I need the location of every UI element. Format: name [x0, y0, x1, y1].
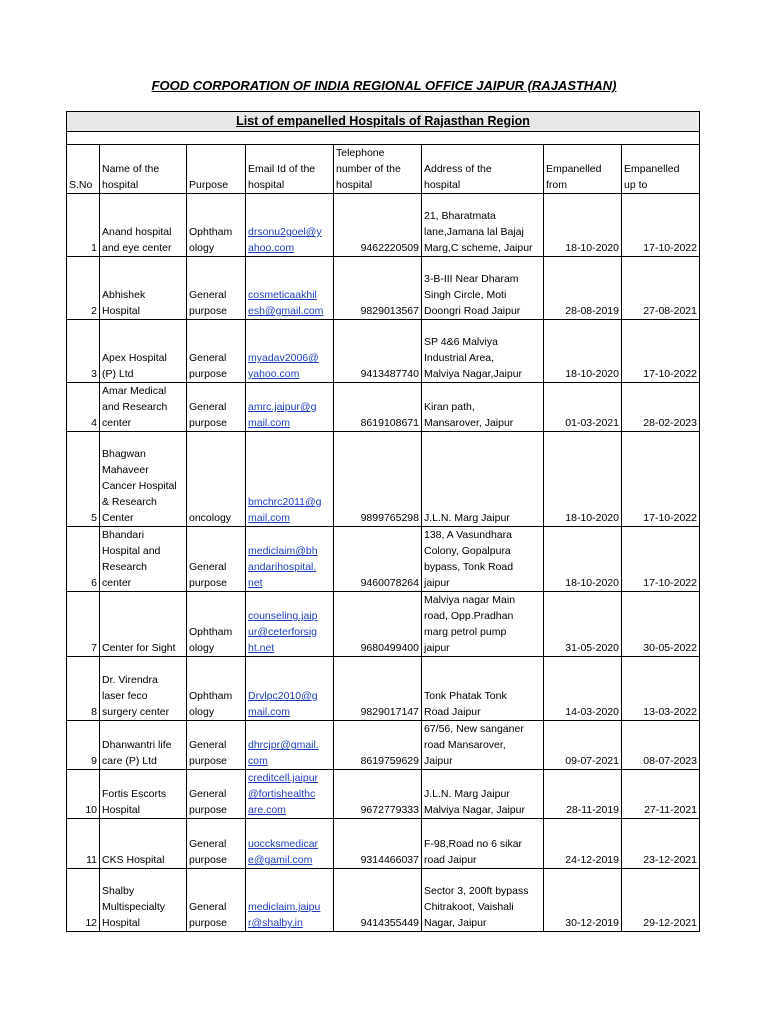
cell-address: 67/56, New sanganer road Mansarover, Jaipur	[422, 721, 544, 770]
cell-purpose: Ophtham ology	[187, 194, 246, 257]
header-purpose: Purpose	[187, 145, 246, 194]
list-title: List of empanelled Hospitals of Rajasthan Region	[67, 112, 700, 132]
header-name: Name of the hospital	[100, 145, 187, 194]
table-row	[67, 819, 700, 869]
cell-email[interactable]: myadav2006@ yahoo.com	[246, 320, 334, 383]
table-row	[67, 527, 700, 592]
cell-name: Center for Sight	[100, 592, 187, 657]
cell-email[interactable]: amrc.jaipur@g mail.com	[246, 383, 334, 432]
cell-address: Malviya nagar Main road, Opp.Pradhan marg petrol pump jaipur	[422, 592, 544, 657]
cell-from: 28-11-2019	[544, 770, 622, 819]
cell-from: 01-03-2021	[544, 383, 622, 432]
cell-email[interactable]: cosmeticaakhil esh@gmail.com	[246, 257, 334, 320]
cell-purpose: Ophtham ology	[187, 657, 246, 721]
cell-purpose: General purpose	[187, 383, 246, 432]
table-row	[67, 194, 700, 257]
cell-upto: 08-07-2023	[622, 721, 700, 770]
cell-address: Sector 3, 200ft bypass Chitrakoot, Vaishali Nagar, Jaipur	[422, 869, 544, 932]
table-row	[67, 721, 700, 770]
cell-from: 31-05-2020	[544, 592, 622, 657]
cell-purpose: General purpose	[187, 527, 246, 592]
cell-sno: 3	[67, 320, 100, 383]
cell-upto: 13-03-2022	[622, 657, 700, 721]
cell-email[interactable]: mediclaim@bh andarihospital. net	[246, 527, 334, 592]
cell-email[interactable]: uoccksmedicar e@gamil.com	[246, 819, 334, 869]
cell-from: 09-07-2021	[544, 721, 622, 770]
cell-from: 30-12-2019	[544, 869, 622, 932]
cell-name: Apex Hospital (P) Ltd	[100, 320, 187, 383]
table-row	[67, 320, 700, 383]
cell-upto: 23-12-2021	[622, 819, 700, 869]
cell-sno: 4	[67, 383, 100, 432]
cell-email[interactable]: bmchrc2011@g mail.com	[246, 432, 334, 527]
cell-upto: 27-08-2021	[622, 257, 700, 320]
blank-row	[67, 132, 700, 145]
cell-sno: 2	[67, 257, 100, 320]
cell-name: Dr. Virendra laser feco surgery center	[100, 657, 187, 721]
header-from: Empanelled from	[544, 145, 622, 194]
cell-phone: 9314466037	[334, 819, 422, 869]
cell-purpose: General purpose	[187, 819, 246, 869]
cell-purpose: General purpose	[187, 320, 246, 383]
header-sno: S.No	[67, 145, 100, 194]
title-row	[67, 112, 700, 132]
cell-phone: 9899765298	[334, 432, 422, 527]
cell-sno: 8	[67, 657, 100, 721]
cell-address: Tonk Phatak Tonk Road Jaipur	[422, 657, 544, 721]
cell-name: Amar Medical and Research center	[100, 383, 187, 432]
table-row	[67, 770, 700, 819]
cell-address: F-98,Road no 6 sikar road Jaipur	[422, 819, 544, 869]
cell-upto: 17-10-2022	[622, 194, 700, 257]
cell-address: 3-B-III Near Dharam Singh Circle, Moti Doongri Road Jaipur	[422, 257, 544, 320]
cell-purpose: General purpose	[187, 257, 246, 320]
header-address: Address of the hospital	[422, 145, 544, 194]
cell-from: 14-03-2020	[544, 657, 622, 721]
cell-from: 18-10-2020	[544, 432, 622, 527]
cell-sno: 12	[67, 869, 100, 932]
cell-sno: 6	[67, 527, 100, 592]
cell-phone: 9672779333	[334, 770, 422, 819]
cell-sno: 10	[67, 770, 100, 819]
cell-name: Bhagwan Mahaveer Cancer Hospital & Research Center	[100, 432, 187, 527]
cell-name: Dhanwantri life care (P) Ltd	[100, 721, 187, 770]
table-row	[67, 657, 700, 721]
cell-upto: 28-02-2023	[622, 383, 700, 432]
cell-purpose: General purpose	[187, 721, 246, 770]
table-row	[67, 432, 700, 527]
cell-from: 28-08-2019	[544, 257, 622, 320]
header-row	[67, 145, 700, 194]
cell-phone: 9413487740	[334, 320, 422, 383]
cell-phone: 8619108671	[334, 383, 422, 432]
cell-email[interactable]: counseling.jaip ur@ceterforsig ht.net	[246, 592, 334, 657]
cell-name: Bhandari Hospital and Research center	[100, 527, 187, 592]
cell-sno: 11	[67, 819, 100, 869]
cell-sno: 1	[67, 194, 100, 257]
cell-sno: 7	[67, 592, 100, 657]
header-email: Email Id of the hospital	[246, 145, 334, 194]
cell-from: 18-10-2020	[544, 527, 622, 592]
cell-name: Anand hospital and eye center	[100, 194, 187, 257]
cell-email[interactable]: Drvlpc2010@g mail.com	[246, 657, 334, 721]
cell-phone: 9829013567	[334, 257, 422, 320]
cell-sno: 9	[67, 721, 100, 770]
cell-address: SP 4&6 Malviya Industrial Area, Malviya Nagar,Jaipur	[422, 320, 544, 383]
header-upto: Empanelled up to	[622, 145, 700, 194]
cell-name: CKS Hospital	[100, 819, 187, 869]
table-row	[67, 869, 700, 932]
blank-cell	[67, 132, 700, 145]
cell-phone: 9460078264	[334, 527, 422, 592]
cell-email[interactable]: dhrcjpr@gmail. com	[246, 721, 334, 770]
cell-upto: 30-05-2022	[622, 592, 700, 657]
cell-email[interactable]: creditcell.jaipur @fortishealthc are.com	[246, 770, 334, 819]
cell-upto: 17-10-2022	[622, 320, 700, 383]
cell-name: Abhishek Hospital	[100, 257, 187, 320]
cell-address: J.L.N. Marg Jaipur Malviya Nagar, Jaipur	[422, 770, 544, 819]
cell-address: 21, Bharatmata lane,Jamana lal Bajaj Marg,C scheme, Jaipur	[422, 194, 544, 257]
cell-email[interactable]: drsonu2goel@y ahoo.com	[246, 194, 334, 257]
cell-upto: 27-11-2021	[622, 770, 700, 819]
cell-phone: 9829017147	[334, 657, 422, 721]
cell-phone: 8619759629	[334, 721, 422, 770]
hospital-table	[66, 111, 700, 932]
cell-upto: 17-10-2022	[622, 432, 700, 527]
cell-phone: 9680499400	[334, 592, 422, 657]
cell-purpose: Ophtham ology	[187, 592, 246, 657]
table-row	[67, 257, 700, 320]
cell-phone: 9414355449	[334, 869, 422, 932]
cell-from: 18-10-2020	[544, 320, 622, 383]
cell-purpose: General purpose	[187, 869, 246, 932]
cell-phone: 9462220509	[334, 194, 422, 257]
cell-sno: 5	[67, 432, 100, 527]
cell-from: 24-12-2019	[544, 819, 622, 869]
table-row	[67, 592, 700, 657]
cell-name: Shalby Multispecialty Hospital	[100, 869, 187, 932]
cell-purpose: oncology	[187, 432, 246, 527]
cell-from: 18-10-2020	[544, 194, 622, 257]
cell-address: 138, A Vasundhara Colony, Gopalpura bypass, Tonk Road jaipur	[422, 527, 544, 592]
header-phone: Telephone number of the hospital	[334, 145, 422, 194]
cell-address: J.L.N. Marg Jaipur	[422, 432, 544, 527]
page-heading: FOOD CORPORATION OF INDIA REGIONAL OFFICE JAIPUR (RAJASTHAN)	[151, 78, 617, 93]
cell-email[interactable]: mediclaim.jaipu r@shalby.in	[246, 869, 334, 932]
table-row	[67, 383, 700, 432]
cell-purpose: General purpose	[187, 770, 246, 819]
cell-upto: 17-10-2022	[622, 527, 700, 592]
cell-upto: 29-12-2021	[622, 869, 700, 932]
cell-address: Kiran path, Mansarover, Jaipur	[422, 383, 544, 432]
cell-name: Fortis Escorts Hospital	[100, 770, 187, 819]
